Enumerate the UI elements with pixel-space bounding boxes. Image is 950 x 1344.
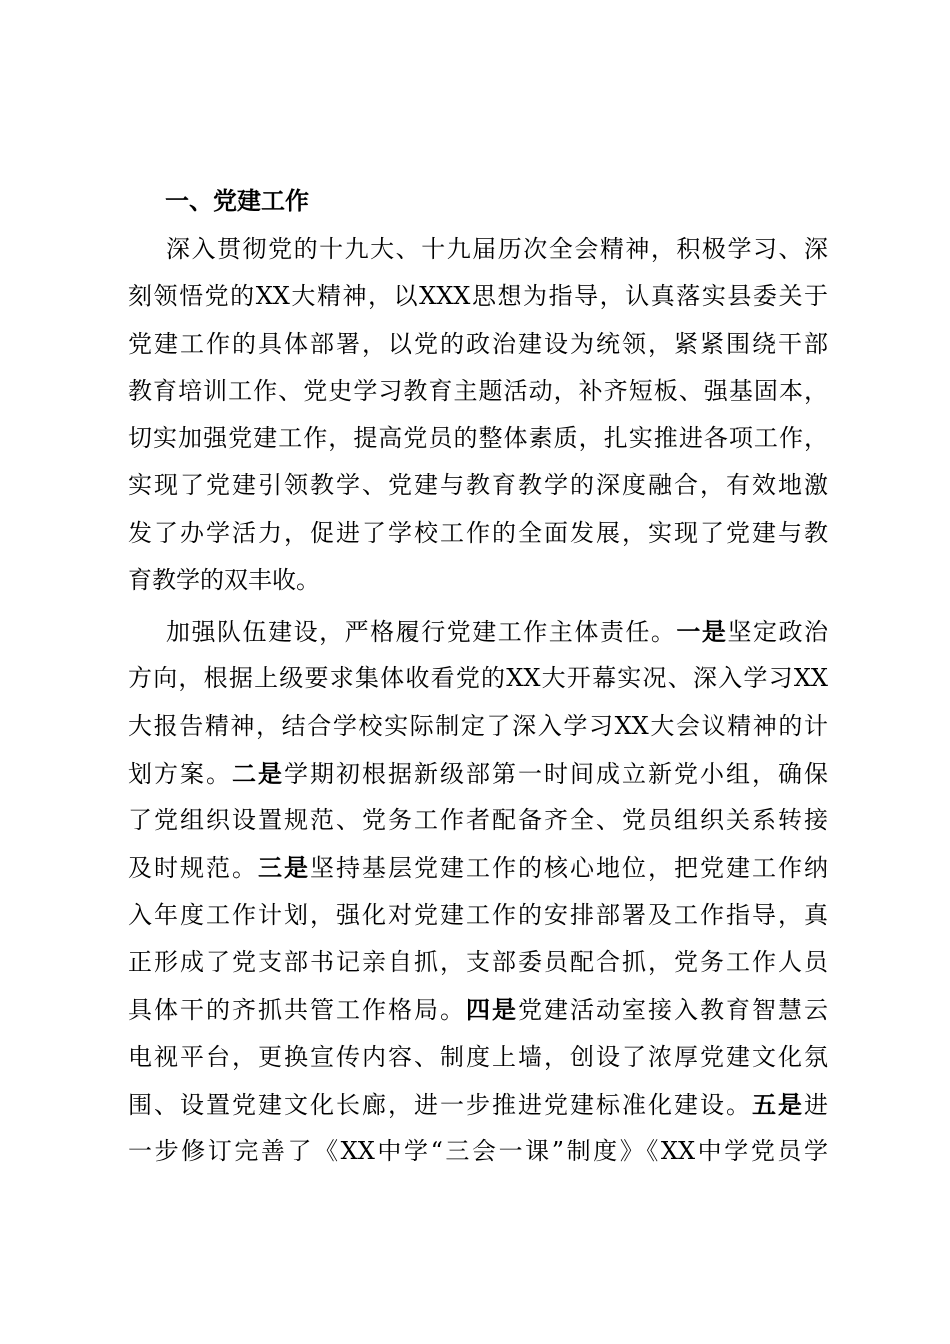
line-text: 具体干的齐抓共管工作格局。 [128,996,466,1025]
paragraph-line: 电视平台，更换宣传内容、制度上墙，创设了浓厚党建文化氛 [128,1042,828,1071]
paragraph-line: 了党组织设置规范、党务工作者配备齐全、党员组织关系转接 [128,806,828,835]
bold-marker: 三是 [258,853,310,883]
paragraph-line: 大报告精神，结合学校实际制定了深入学习XX大会议精神的计 [128,711,828,740]
paragraph-line: 一步修订完善了《XX中学“三会一课”制度》《XX中学党员学 [128,1137,828,1166]
line-text: 划方案。 [128,759,232,788]
paragraph-line: 刻领悟党的XX大精神，以XXX思想为指导，认真落实县委关于 [128,282,828,311]
paragraph-line: 深入贯彻党的十九大、十九届历次全会精神，积极学习、深 [166,235,828,263]
line-text: 坚持基层党建工作的核心地位，把党建工作纳 [310,854,828,883]
line-text: 学期初根据新级部第一时间成立新党小组，确保 [284,759,828,788]
paragraph-line: 教育培训工作、党史学习教育主题活动，补齐短板、强基固本， [128,376,828,405]
bold-marker: 四是 [466,995,518,1025]
line-text: 围、设置党建文化长廊，进一步推进党建标准化建设。 [128,1090,752,1119]
bold-marker: 二是 [232,758,284,788]
paragraph-line: 方向，根据上级要求集体收看党的XX大开幕实况、深入学习XX [128,664,828,693]
paragraph-line [128,608,828,655]
paragraph-line: 正形成了党支部书记亲自抓，支部委员配合抓，党务工作人员 [128,948,828,977]
line-text: 党建活动室接入教育智慧云 [518,996,828,1025]
paragraph-line: 实现了党建引领教学、党建与教育教学的深度融合，有效地激 [128,471,828,500]
bold-marker: 五是 [752,1089,804,1119]
paragraph-team-building [128,608,828,1176]
line-text: 及时规范。 [128,854,258,883]
section-heading: 一、党建工作 [165,186,309,215]
paragraph-line [128,750,828,797]
paragraph-line [128,1081,828,1128]
paragraph-line: 切实加强党建工作，提高党员的整体素质，扎实推进各项工作， [128,424,828,453]
paragraph-line: 育教学的双丰收。 [128,566,320,595]
line-text: 加强队伍建设，严格履行党建工作主体责任。 [166,618,677,646]
bold-marker: 一是 [676,617,728,646]
paragraph-line: 入年度工作计划，强化对党建工作的安排部署及工作指导，真 [128,900,828,929]
paragraph-party-building-overview [128,226,828,604]
paragraph-line [128,986,828,1033]
line-text: 坚定政治 [727,618,829,646]
paragraph-line [128,844,828,891]
paragraph-line: 党建工作的具体部署，以党的政治建设为统领，紧紧围绕干部 [128,329,828,358]
paragraph-line: 发了办学活力，促进了学校工作的全面发展，实现了党建与教 [128,518,828,547]
line-text: 进 [804,1090,828,1119]
